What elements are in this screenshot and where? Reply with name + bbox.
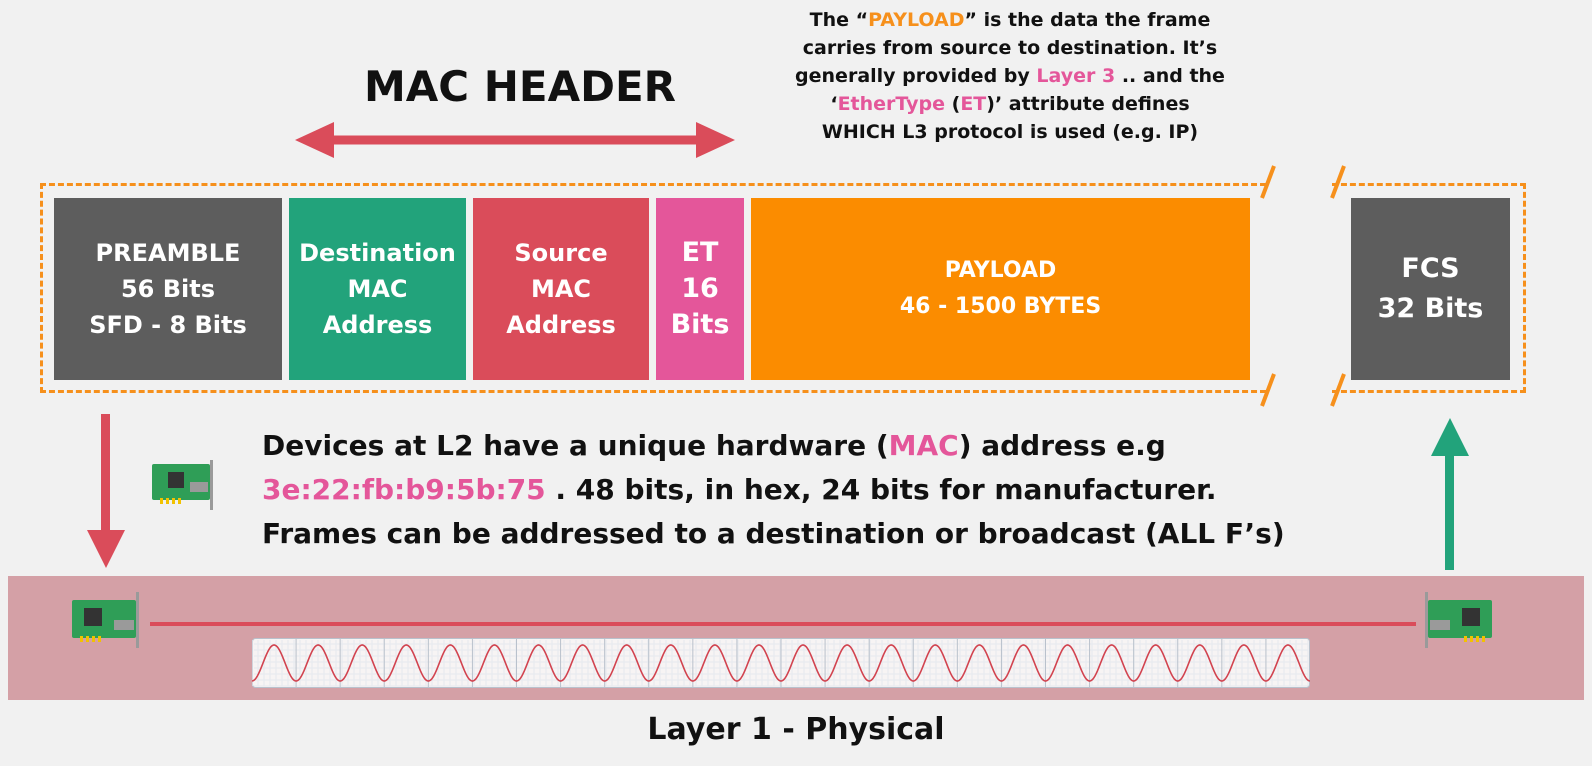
down-arrow (86, 414, 126, 570)
ethertype-field (656, 198, 744, 380)
payload-note-line4: ‘EtherType (ET)’ attribute defines (830, 93, 1190, 115)
payload-field (751, 198, 1250, 380)
source-mac-line2: MAC (530, 275, 592, 303)
destination-mac-line3: Address (322, 311, 433, 339)
source-mac-field (473, 198, 649, 380)
signal-waveform (252, 638, 1310, 688)
destination-mac-line2: MAC (347, 275, 408, 303)
payload-note (760, 6, 1260, 146)
physical-cable (150, 622, 1416, 626)
left-network-card-icon (70, 590, 150, 650)
source-mac-line3: Address (506, 311, 616, 339)
frame-break-marks (1250, 160, 1350, 420)
mac-info-line2: 3e:22:fb:b9:5b:75 . 48 bits, in hex, 24 bits for manufacturer. (262, 473, 1217, 506)
ethertype-line3: Bits (670, 309, 730, 340)
ethertype-line1: ET (681, 237, 719, 268)
payload-note-line5: WHICH L3 protocol is used (e.g. IP) (821, 121, 1199, 143)
ethertype-line2: 16 (681, 273, 719, 304)
right-network-card-icon (1414, 590, 1494, 650)
sfd-bits: SFD - 8 Bits (89, 311, 247, 339)
preamble-bits: 56 Bits (120, 275, 216, 303)
network-card-icon (150, 458, 220, 512)
destination-mac-line1: Destination (299, 239, 456, 267)
mac-header-title: MAC HEADER (364, 62, 676, 111)
fcs-label: FCS (1401, 253, 1460, 284)
payload-note-line1: The “PAYLOAD” is the data the frame (809, 9, 1211, 31)
source-mac-line1: Source (514, 239, 608, 267)
mac-info-text (262, 424, 1285, 556)
mac-header-double-arrow (290, 118, 740, 162)
preamble-field (54, 198, 282, 380)
mac-info-line1: Devices at L2 have a unique hardware (MAC) address e.g (262, 429, 1166, 462)
mac-info-line3: Frames can be addressed to a destination or broadcast (ALL F’s) (262, 517, 1285, 550)
payload-note-line2: carries from source to destination. It’s (802, 37, 1218, 59)
payload-size: 46 - 1500 BYTES (899, 294, 1102, 319)
preamble-label: PREAMBLE (95, 239, 241, 267)
payload-note-line3: generally provided by Layer 3 .. and the (795, 65, 1225, 87)
physical-layer-label: Layer 1 - Physical (647, 712, 945, 747)
up-arrow (1430, 414, 1470, 570)
fcs-field (1351, 198, 1510, 380)
destination-mac-field (289, 198, 466, 380)
payload-label: PAYLOAD (944, 258, 1057, 283)
example-mac-address: 3e:22:fb:b9:5b:75 (262, 473, 546, 506)
fcs-bits: 32 Bits (1377, 293, 1484, 324)
